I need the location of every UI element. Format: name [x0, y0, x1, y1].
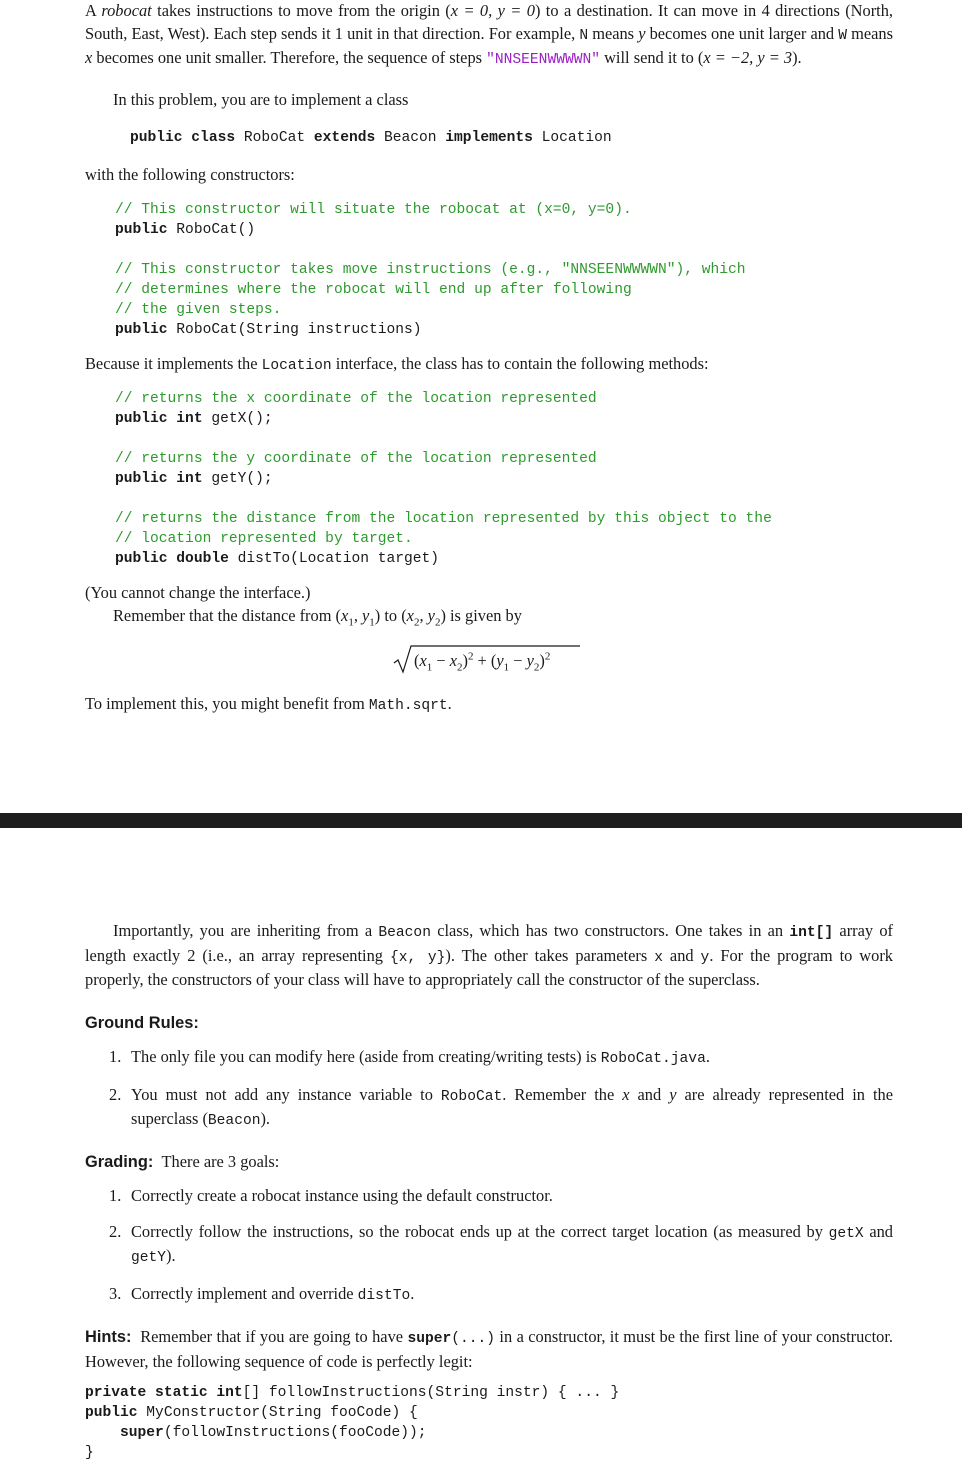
- list-item: 1. Correctly create a robocat instance using the default constructor.: [109, 1186, 553, 1205]
- interface-note: (You cannot change the interface.): [85, 583, 311, 602]
- list-item: 2. Correctly follow the instructions, so the robocat ends up at the correct target location (as measured by getX and getY).: [109, 1221, 893, 1266]
- inherit-paragraph: Importantly, you are inheriting from a Beacon class, which has two constructors. One takes in an int[] array of length exactly 2 (i.e., an array representing {x, y}). The other takes parameters x and y. For the program to work properly, the constructors of your class will have to appropriately call the constructor of the superclass.: [85, 921, 893, 989]
- constructors-code: // This constructor will situate the robocat at (x=0, y=0). public RoboCat() // This constructor takes move instructions (e.g., "NNSEENWWWWN"), which // determines where the robocat will end up after following // the given steps. public RoboCat(String instructions): [115, 202, 746, 338]
- class-declaration: public class RoboCat extends Beacon implements Location: [130, 130, 612, 146]
- sequence-string: "NNSEENWWWWN": [486, 52, 600, 68]
- page-divider: [0, 813, 962, 828]
- sqrt-hint: To implement this, you might benefit from Math.sqrt.: [85, 694, 452, 714]
- list-item: 2. You must not add any instance variable to RoboCat. Remember the x and y are already represented in the superclass (Beacon).: [109, 1084, 893, 1129]
- hints-paragraph: Hints: Remember that if you are going to have super(...) in a constructor, it must be the first line of your constructor. However, the following sequence of code is perfectly legit:: [85, 1327, 893, 1371]
- intro-paragraph: A robocat takes instructions to move from the origin (x = 0, y = 0) to a destination. It can move in 4 directions (North, South, East, West). Each step sends it 1 unit in that direction. For example, N means y becomes one unit larger and W means x becomes one unit smaller. Therefore, the sequence of steps "NNSEENWWWWN" will send it to (x = −2, y = 3).: [85, 1, 894, 68]
- list-item: 3. Correctly implement and override distTo.: [109, 1283, 415, 1304]
- robocat-term: robocat: [101, 1, 152, 20]
- methods-intro: Because it implements the Location interface, the class has to contain the following methods:: [85, 354, 709, 374]
- list-item: 1. The only file you can modify here (aside from creating/writing tests) is RoboCat.java.: [109, 1047, 710, 1067]
- n-code: N: [579, 27, 589, 44]
- w-code: W: [838, 27, 847, 44]
- ground-rules-title: Ground Rules:: [85, 1014, 199, 1032]
- formula-expression: $(x_1 - x_2)^2 + (y_1 - y_2)^2$: [414, 650, 551, 674]
- grading-heading: Grading: There are 3 goals:: [85, 1152, 280, 1171]
- constructors-intro: with the following constructors:: [85, 165, 295, 184]
- grading-list: [85, 1185, 893, 1307]
- implement-class-text: In this problem, you are to implement a class: [113, 90, 409, 109]
- example-code: private static int[] followInstructions(String instr) { ... } public MyConstructor(String fooCode) { super(followInstructions(fooCode)); }: [85, 1385, 620, 1461]
- distance-text: Remember that the distance from ($x_1$, $y_1$) to ($x_2$, $y_2$) is given by: [113, 606, 522, 629]
- ground-rules-list: [85, 1046, 893, 1133]
- methods-code: // returns the x coordinate of the location represented public int getX(); // returns the y coordinate of the location represented public int getY(); // returns the distance from the location represented by this object to the // location represented by target. public double distTo(Location target): [115, 391, 772, 567]
- distance-formula: [392, 645, 582, 675]
